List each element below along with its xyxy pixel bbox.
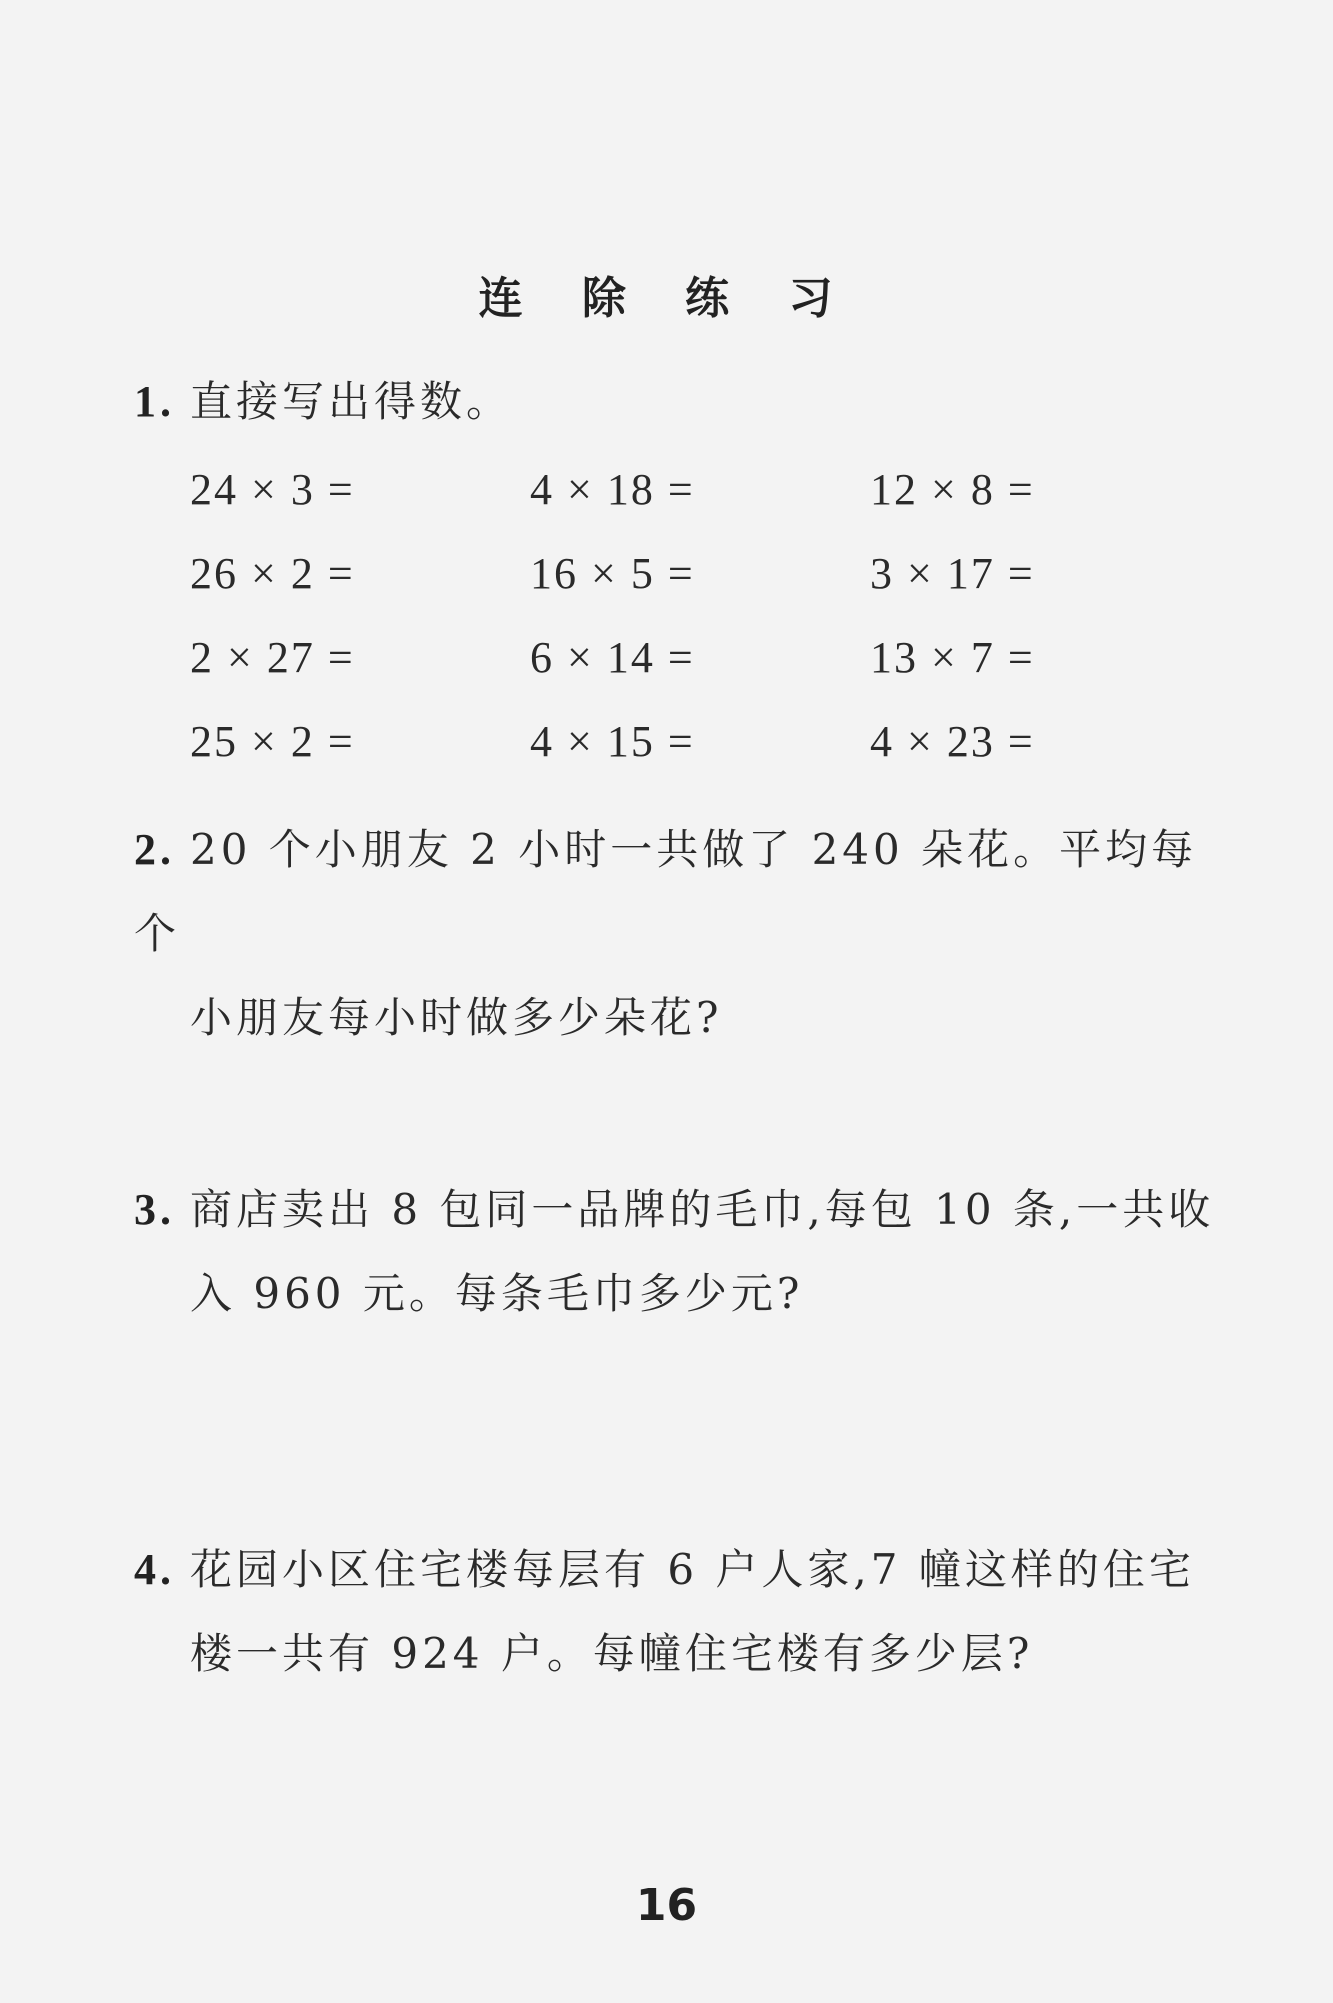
problem-cell: 2 × 27 = — [190, 633, 355, 682]
problem-cell: 6 × 14 = — [530, 633, 695, 682]
problem-cell: 4 × 18 = — [530, 465, 695, 514]
question-3-line-1: 商店卖出 8 包同一品牌的毛巾,每包 10 条,一共收 — [190, 1185, 1215, 1234]
question-1-text: 直接写出得数。 — [190, 377, 513, 426]
question-3-line-2: 入 960 元。每条毛巾多少元? — [190, 1269, 804, 1318]
question-4-line-2: 楼一共有 924 户。每幢住宅楼有多少层? — [190, 1629, 1034, 1678]
question-1 — [134, 360, 1224, 444]
question-3 — [134, 1168, 1224, 1336]
question-3-number: 3. — [134, 1185, 175, 1234]
problem-cell: 12 × 8 = — [870, 465, 1035, 514]
question-4-line-1: 花园小区住宅楼每层有 6 户人家,7 幢这样的住宅 — [190, 1545, 1195, 1594]
question-2-number: 2. — [134, 825, 175, 874]
problem-cell: 4 × 23 = — [870, 717, 1035, 766]
question-4-number: 4. — [134, 1545, 175, 1594]
problem-cell: 24 × 3 = — [190, 465, 355, 514]
page-number: 16 — [635, 1880, 698, 1931]
question-2-line-2: 小朋友每小时做多少朵花? — [190, 993, 723, 1042]
problem-cell: 25 × 2 = — [190, 717, 355, 766]
question-2-line-1: 20 个小朋友 2 小时一共做了 240 朵花。平均每个 — [134, 825, 1198, 958]
question-1-number: 1. — [134, 377, 175, 426]
problem-cell: 13 × 7 = — [870, 633, 1035, 682]
question-4 — [134, 1528, 1224, 1696]
problem-cell: 4 × 15 = — [530, 717, 695, 766]
arithmetic-grid — [190, 448, 1150, 784]
problem-cell: 26 × 2 = — [190, 549, 355, 598]
page-title: 连 除 练 习 — [478, 273, 855, 324]
question-2 — [134, 808, 1224, 1060]
problem-cell: 16 × 5 = — [530, 549, 695, 598]
problem-cell: 3 × 17 = — [870, 549, 1035, 598]
